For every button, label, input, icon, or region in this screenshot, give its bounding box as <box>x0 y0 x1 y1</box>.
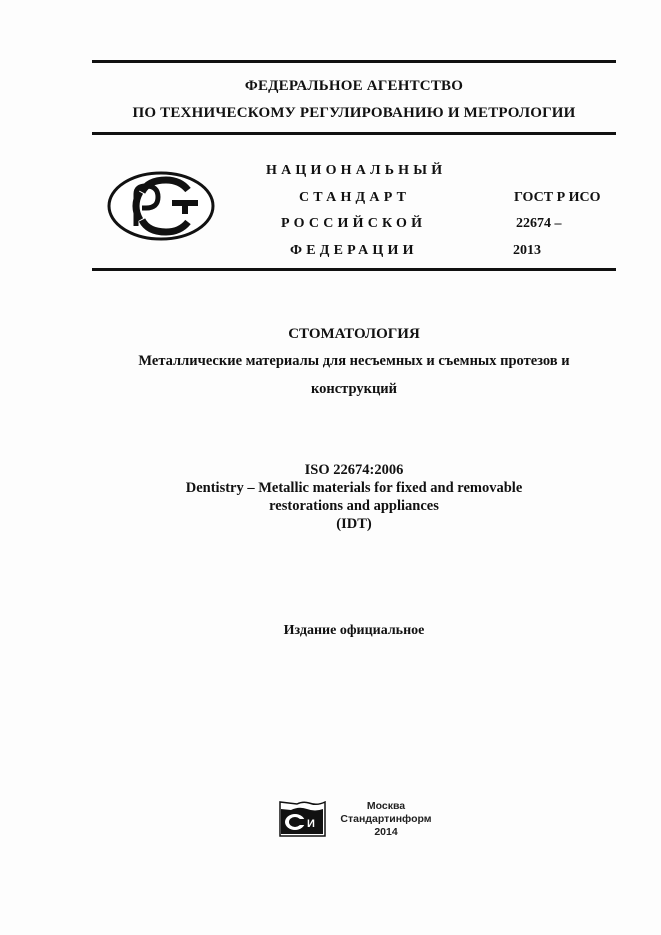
publisher-info <box>338 800 434 839</box>
gost-number: 22674 – <box>516 216 562 231</box>
agency-line-2: ПО ТЕХНИЧЕСКОМУ РЕГУЛИРОВАНИЮ И МЕТРОЛОГИИ <box>132 105 576 121</box>
document-title: СТОМАТОЛОГИЯ <box>288 326 420 342</box>
document-subtitle-line-2: конструкций <box>310 381 398 397</box>
label-federation: ФЕДЕРАЦИИ <box>290 243 418 258</box>
iso-title-line-1: Dentistry – Metallic materials for fixed and removable <box>185 480 523 496</box>
gost-designation: ГОСТ Р ИСО <box>514 190 601 205</box>
iso-number: ISO 22674:2006 <box>304 462 404 478</box>
publisher-year: 2014 <box>374 826 398 838</box>
rst-logo-icon <box>106 170 216 242</box>
iso-equivalence: (IDT) <box>336 516 372 532</box>
iso-title-line-2: restorations and appliances <box>269 498 439 514</box>
svg-text:И: И <box>307 818 315 830</box>
official-edition: Издание официальное <box>283 623 425 638</box>
bottom-rule <box>92 268 616 271</box>
publisher-name: Стандартинформ <box>340 813 432 825</box>
agency-line-1: ФЕДЕРАЛЬНОЕ АГЕНТСТВО <box>244 78 464 94</box>
gost-year: 2013 <box>513 243 541 258</box>
top-rule <box>92 60 616 63</box>
publisher-city: Москва <box>366 800 406 812</box>
label-standard: СТАНДАРТ <box>299 190 411 205</box>
label-russian: РОССИЙСКОЙ <box>281 216 427 231</box>
label-national: НАЦИОНАЛЬНЫЙ <box>266 163 447 178</box>
document-subtitle-line-1: Металлические материалы для несъемных и съемных протезов и <box>138 353 570 369</box>
standartinform-logo-icon <box>279 801 327 837</box>
middle-rule <box>92 132 616 135</box>
